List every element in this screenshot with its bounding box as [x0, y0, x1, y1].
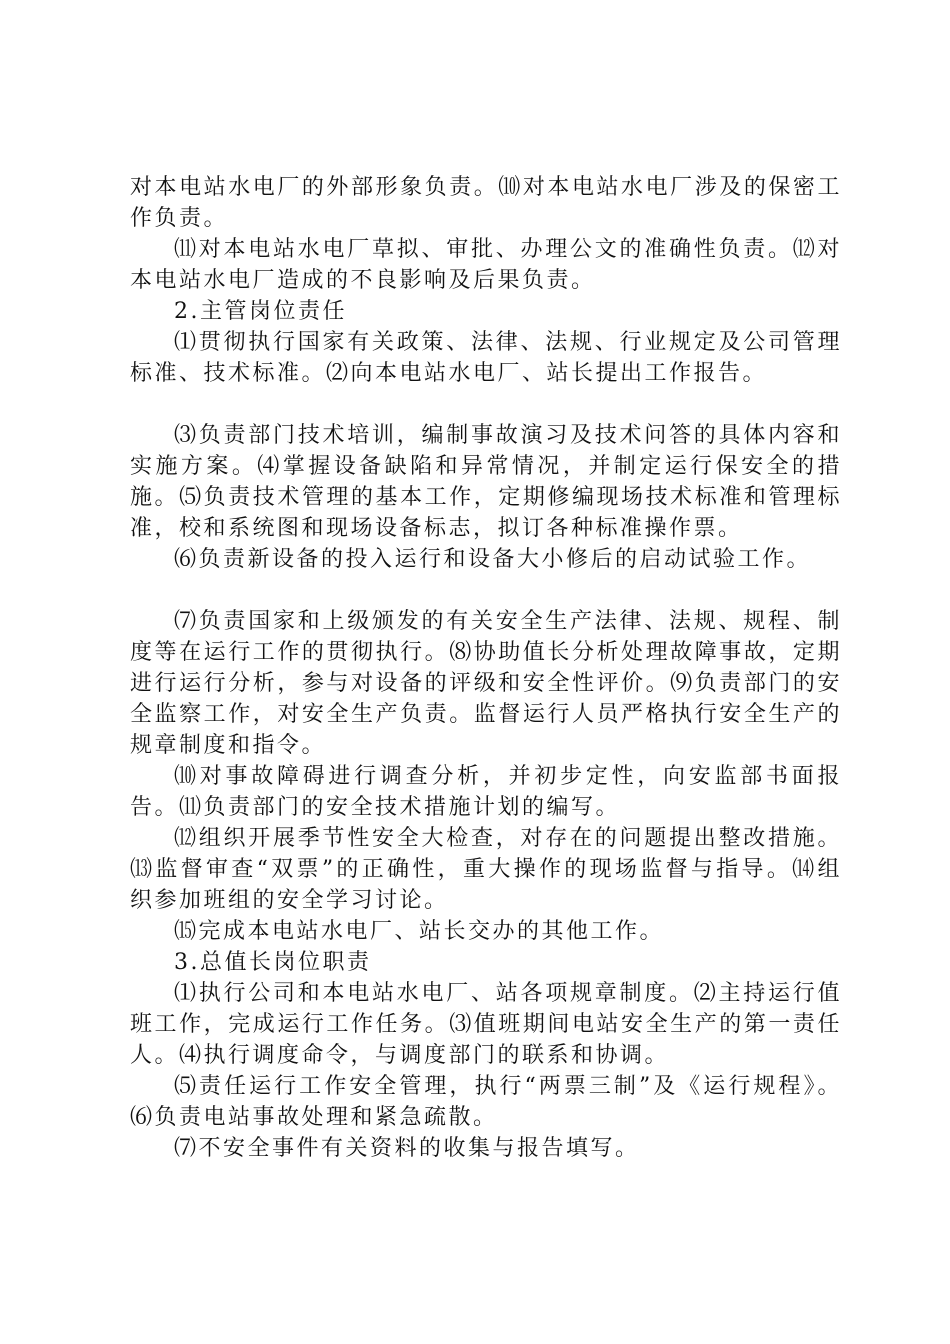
paragraph-9: ⒂完成本电站水电厂、站长交办的其他工作。: [174, 919, 665, 944]
document-body: [130, 172, 842, 1164]
paragraph-5: ⑹负责新设备的投入运行和设备大小修后的启动试验工作。: [174, 547, 812, 572]
paragraph-7: ⑽对事故障碍进行调查分析，并初步定性，向安监部书面报告。⑾负责部门的安全技术措施计划的编写。: [130, 764, 842, 820]
paragraph-4: ⑶负责部门技术培训，编制事故演习及技术问答的具体内容和实施方案。⑷掌握设备缺陷和异常情况，并制定运行保安全的措施。⑸负责技术管理的基本工作，定期修编现场技术标准和管理标准，校和系统图和现场设备标志，拟订各种标准操作票。: [130, 423, 842, 541]
section-heading-2: 2.主管岗位责任: [174, 299, 347, 324]
paragraph-3: ⑴贯彻执行国家有关政策、法律、法规、行业规定及公司管理标准、技术标准。⑵向本电站水电厂、站长提出工作报告。: [130, 330, 842, 386]
section-heading-3: 3.总值长岗位职责: [174, 950, 372, 975]
paragraph-1: 对本电站水电厂的外部形象负责。⑽对本电站水电厂涉及的保密工作负责。: [130, 175, 842, 231]
paragraph-10: ⑴执行公司和本电站水电厂、站各项规章制度。⑵主持运行值班工作，完成运行工作任务。⑶值班期间电站安全生产的第一责任人。⑷执行调度命令，与调度部门的联系和协调。: [130, 981, 842, 1068]
paragraph-11: ⑸责任运行工作安全管理，执行“两票三制”及《运行规程》。⑹负责电站事故处理和紧急疏散。: [130, 1074, 842, 1130]
paragraph-12: ⑺不安全事件有关资料的收集与报告填写。: [174, 1136, 640, 1161]
paragraph-2: ⑾对本电站水电厂草拟、审批、办理公文的准确性负责。⑿对本电站水电厂造成的不良影响及后果负责。: [130, 237, 842, 293]
paragraph-8: ⑿组织开展季节性安全大检查，对存在的问题提出整改措施。⒀监督审查“双票”的正确性，重大操作的现场监督与指导。⒁组织参加班组的安全学习讨论。: [130, 826, 842, 913]
paragraph-6: ⑺负责国家和上级颁发的有关安全生产法律、法规、规程、制度等在运行工作的贯彻执行。⑻协助值长分析处理故障事故，定期进行运行分析，参与对设备的评级和安全性评价。⑼负责部门的安全监察工作，对安全生产负责。监督运行人员严格执行安全生产的规章制度和指令。: [130, 609, 842, 758]
